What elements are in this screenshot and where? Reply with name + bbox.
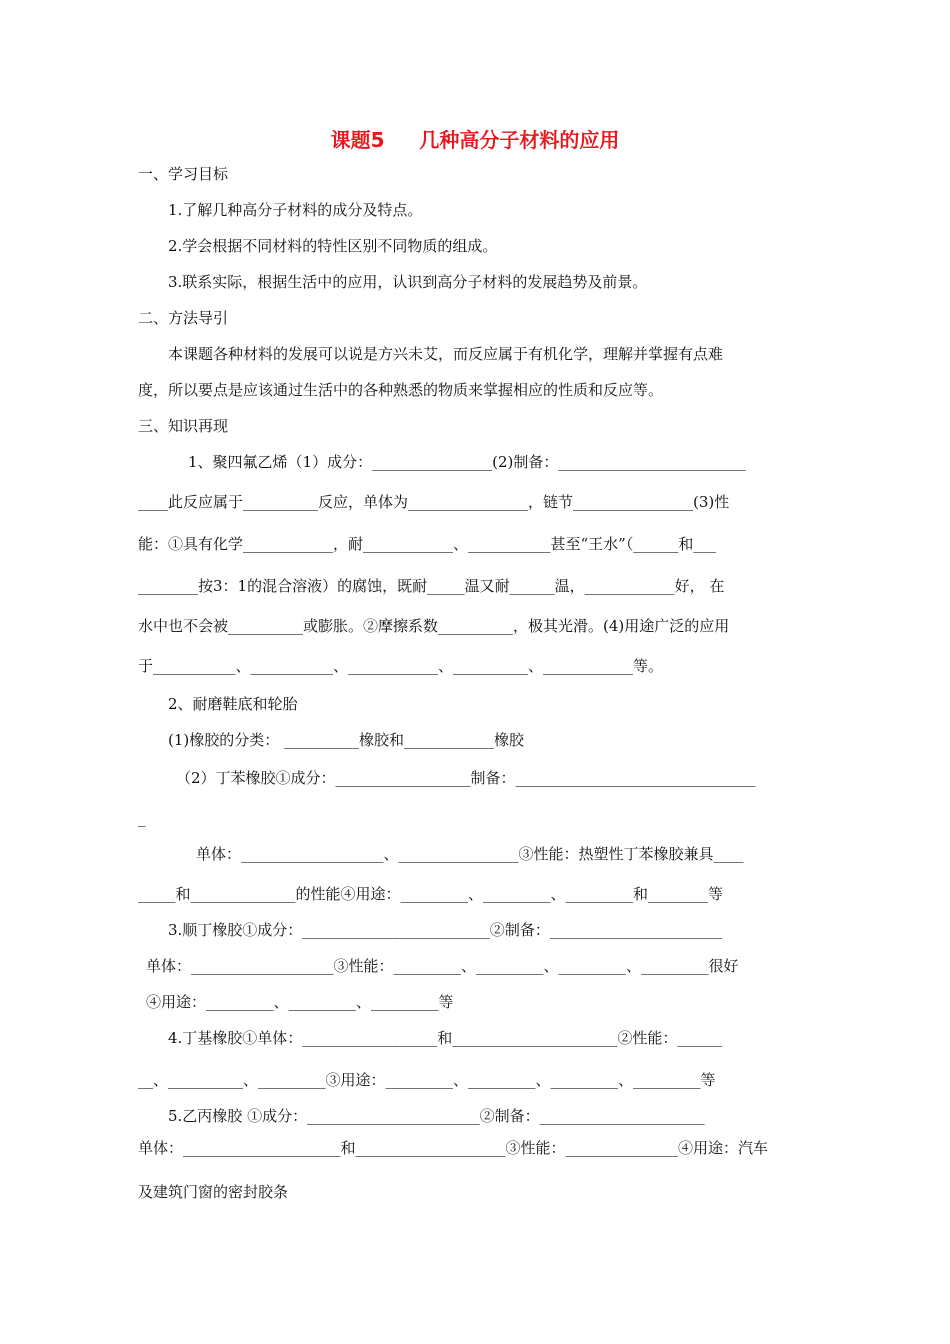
ptfe-line-1: 1、聚四氟乙烯（1）成分：________________(2)制备：_________________________: [188, 453, 746, 471]
ptfe-line-5: 水中也不会被__________或膨胀。②摩擦系数__________，极其光滑。(4)用途广泛的应用: [138, 617, 730, 635]
section-heading-method: 二、方法导引: [138, 309, 229, 327]
epr-line-1: 5.乙丙橡胶 ①成分：_______________________②制备：______________________: [168, 1107, 705, 1125]
ptfe-line-4: ________按3：1的混合溶液）的腐蚀，既耐_____温又耐______温，____________好， 在: [138, 577, 725, 595]
rubber-heading: 2、耐磨鞋底和轮胎: [168, 695, 298, 713]
page-title: 课题5 几种高分子材料的应用: [330, 128, 620, 152]
sbr-line-3: _____和______________的性能④用途：_________、_________、_________和________等: [138, 885, 724, 903]
sbr-line-1-overflow: _: [138, 809, 146, 827]
br-line-1: 3.顺丁橡胶①成分：_________________________②制备：_______________________: [168, 921, 723, 939]
epr-line-3: 及建筑门窗的密封胶条: [138, 1183, 289, 1201]
ptfe-line-6: 于___________、___________、____________、__________、____________等。: [138, 657, 664, 675]
iir-line-2: __、__________、_________③用途：_________、_________、_________、_________等: [138, 1071, 716, 1089]
br-line-2: 单体：___________________③性能：_________、_________、_________、_________很好: [146, 957, 739, 975]
goal-item-1: 1.了解几种高分子材料的成分及特点。: [168, 201, 423, 219]
epr-line-2: 单体：_____________________和____________________③性能：_______________④用途：汽车: [138, 1139, 769, 1157]
rubber-classification: (1)橡胶的分类： __________橡胶和____________橡胶: [168, 731, 525, 749]
iir-line-1: 4.丁基橡胶①单体：__________________和______________________②性能：______: [168, 1029, 723, 1047]
goal-item-2: 2.学会根据不同材料的特性区别不同物质的组成。: [168, 237, 498, 255]
sbr-line-2: 单体：___________________、________________③性能：热塑性丁苯橡胶兼具____: [196, 845, 744, 863]
ptfe-line-3: 能：①具有化学____________，耐____________、___________甚至“王水”（______和___: [138, 535, 716, 553]
section-heading-goals: 一、学习目标: [138, 165, 229, 183]
section-heading-knowledge: 三、知识再现: [138, 417, 229, 435]
method-paragraph-line-2: 度，所以要点是应该通过生活中的各种熟悉的物质来掌握相应的性质和反应等。: [138, 381, 664, 399]
sbr-line-1: （2）丁苯橡胶①成分：__________________制备：________________________________: [176, 769, 756, 787]
method-paragraph-line-1: 本课题各种材料的发展可以说是方兴未艾，而反应属于有机化学，理解并掌握有点难: [168, 345, 724, 363]
br-line-3: ④用途：_________、_________、_________等: [146, 993, 454, 1011]
ptfe-line-2: ____此反应属于__________反应，单体为________________，链节________________(3)性: [138, 493, 730, 511]
goal-item-3: 3.联系实际，根据生活中的应用，认识到高分子材料的发展趋势及前景。: [168, 273, 648, 291]
